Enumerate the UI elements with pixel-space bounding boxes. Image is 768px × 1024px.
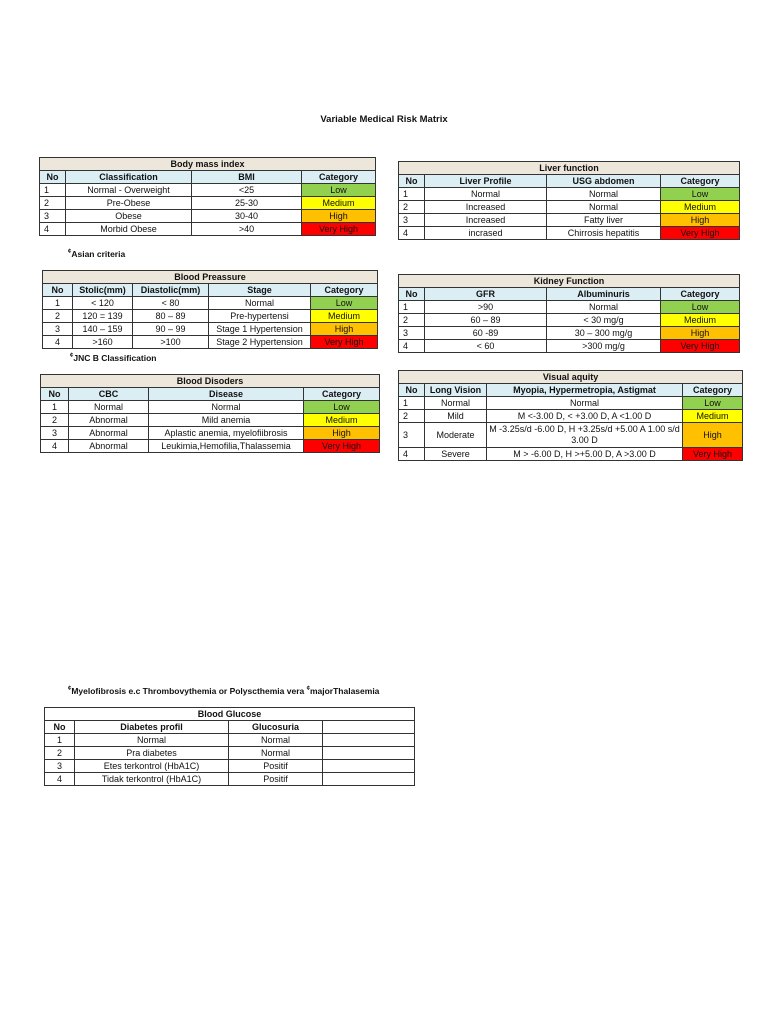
table-cell: Normal (425, 397, 487, 410)
table-cell: Abnormal (69, 414, 149, 427)
row-number-cell: 1 (399, 301, 425, 314)
row-number-cell: 4 (40, 223, 66, 236)
table-row (43, 336, 378, 349)
table-cell: < 80 (133, 297, 209, 310)
table-cell: Normal (209, 297, 311, 310)
table-cell: Positif (229, 760, 323, 773)
header-category: Category (302, 171, 376, 184)
footnote-mark: ¢ (68, 686, 72, 693)
header-no: No (45, 721, 75, 734)
table-cell: Abnormal (69, 427, 149, 440)
table-row (40, 223, 376, 236)
table-cell: Normal (547, 188, 661, 201)
header-category: Category (661, 175, 740, 188)
header-empty (323, 721, 415, 734)
row-number-cell: 4 (41, 440, 69, 453)
table-cell: 60 – 89 (425, 314, 547, 327)
row-number-cell: 4 (399, 340, 425, 353)
table-cell: 30 – 300 mg/g (547, 327, 661, 340)
table-row (40, 184, 376, 197)
note-text: JNC B Classification (73, 353, 157, 363)
blood-footnote (68, 686, 379, 696)
table-row (45, 760, 415, 773)
table-cell: Severe (425, 448, 487, 461)
table-cell (323, 734, 415, 747)
header-no: No (41, 388, 69, 401)
row-number-cell: 1 (399, 188, 425, 201)
footnote-mark: ¢ (306, 686, 310, 693)
row-number-cell: 2 (45, 747, 75, 760)
row-number-cell: 3 (399, 214, 425, 227)
table-cell: Mild anemia (149, 414, 304, 427)
category-cell: Very High (304, 440, 380, 453)
table-row (399, 397, 743, 410)
header-no: No (399, 384, 425, 397)
table-cell: Normal (425, 188, 547, 201)
table-cell: M -3.25s/d -6.00 D, H +3.25s/d +5.00 A 1.00 s/d 3.00 D (487, 423, 683, 448)
category-cell: High (661, 214, 740, 227)
category-cell: Very High (683, 448, 743, 461)
table-cell: 140 – 159 (73, 323, 133, 336)
table-cell: Normal (547, 201, 661, 214)
category-cell: Low (302, 184, 376, 197)
row-number-cell: 3 (41, 427, 69, 440)
header-no: No (43, 284, 73, 297)
header-diastolic: Diastolic(mm) (133, 284, 209, 297)
bp-title: Blood Preassure (43, 271, 378, 284)
blood-disorders-table (40, 374, 380, 453)
table-cell (323, 760, 415, 773)
table-cell: Positif (229, 773, 323, 786)
table-row (41, 401, 380, 414)
table-row (399, 410, 743, 423)
bmi-title: Body mass index (40, 158, 376, 171)
footnote-text: majorThalasemia (309, 686, 380, 696)
category-cell: Medium (311, 310, 378, 323)
kidney-title: Kidney Function (399, 275, 740, 288)
category-cell: Very High (661, 227, 740, 240)
table-cell: Normal (547, 301, 661, 314)
header-gfr: GFR (425, 288, 547, 301)
category-cell: Low (304, 401, 380, 414)
visual-acuity-table (398, 370, 743, 461)
table-row (45, 773, 415, 786)
category-cell: Very High (302, 223, 376, 236)
table-cell: 120 = 139 (73, 310, 133, 323)
category-cell: Medium (302, 197, 376, 210)
category-cell: Very High (661, 340, 740, 353)
table-cell: Obese (66, 210, 192, 223)
table-cell: Normal (229, 747, 323, 760)
header-refraction: Myopia, Hypermetropia, Astigmat (487, 384, 683, 397)
liver-title: Liver function (399, 162, 740, 175)
header-albuminuris: Albuminuris (547, 288, 661, 301)
header-disease: Disease (149, 388, 304, 401)
table-cell: Normal (75, 734, 229, 747)
table-cell: 30-40 (192, 210, 302, 223)
table-cell: Stage 1 Hypertension (209, 323, 311, 336)
header-category: Category (311, 284, 378, 297)
table-row (43, 297, 378, 310)
footnote-text: Myelofibrosis e.c Thrombovythemia or Polyscthemia vera (71, 686, 305, 696)
table-cell (323, 747, 415, 760)
table-cell: >100 (133, 336, 209, 349)
table-cell: >40 (192, 223, 302, 236)
row-number-cell: 4 (45, 773, 75, 786)
blood-title: Blood Disoders (41, 375, 380, 388)
category-cell: Low (661, 301, 740, 314)
kidney-table (398, 274, 740, 353)
table-row (41, 427, 380, 440)
table-row (45, 747, 415, 760)
table-cell: 60 -89 (425, 327, 547, 340)
blood-glucose-table (44, 707, 415, 786)
table-row (40, 210, 376, 223)
table-cell: Etes terkontrol (HbA1C) (75, 760, 229, 773)
header-long-vision: Long Vision (425, 384, 487, 397)
row-number-cell: 2 (399, 314, 425, 327)
category-cell: Medium (661, 201, 740, 214)
visual-title: Visual aquity (399, 371, 743, 384)
header-systolic: Stolic(mm) (73, 284, 133, 297)
row-number-cell: 3 (45, 760, 75, 773)
table-row (399, 423, 743, 448)
table-cell (323, 773, 415, 786)
category-cell: Medium (683, 410, 743, 423)
table-row (399, 201, 740, 214)
category-cell: High (302, 210, 376, 223)
blood-pressure-table (42, 270, 378, 349)
table-cell: Chirrosis hepatitis (547, 227, 661, 240)
table-cell: Increased (425, 214, 547, 227)
category-cell: High (311, 323, 378, 336)
table-cell: Normal (487, 397, 683, 410)
table-cell: Aplastic anemia, myelofiibrosis (149, 427, 304, 440)
row-number-cell: 1 (399, 397, 425, 410)
header-cbc: CBC (69, 388, 149, 401)
header-category: Category (304, 388, 380, 401)
category-cell: Low (661, 188, 740, 201)
table-row (399, 448, 743, 461)
table-cell: < 30 mg/g (547, 314, 661, 327)
table-cell: M <-3.00 D, < +3.00 D, A <1.00 D (487, 410, 683, 423)
row-number-cell: 1 (45, 734, 75, 747)
table-cell: incrased (425, 227, 547, 240)
category-cell: Low (311, 297, 378, 310)
table-row (399, 327, 740, 340)
row-number-cell: 1 (43, 297, 73, 310)
table-cell: Stage 2 Hypertension (209, 336, 311, 349)
row-number-cell: 4 (399, 448, 425, 461)
row-number-cell: 3 (40, 210, 66, 223)
header-stage: Stage (209, 284, 311, 297)
header-no: No (399, 175, 425, 188)
header-no: No (399, 288, 425, 301)
row-number-cell: 3 (43, 323, 73, 336)
table-cell: Tidak terkontrol (HbA1C) (75, 773, 229, 786)
table-row (399, 314, 740, 327)
bmi-table (39, 157, 376, 236)
row-number-cell: 2 (399, 410, 425, 423)
table-cell: >90 (425, 301, 547, 314)
note-text: Asian criteria (71, 249, 126, 259)
table-cell: Pra diabetes (75, 747, 229, 760)
row-number-cell: 2 (399, 201, 425, 214)
row-number-cell: 1 (40, 184, 66, 197)
header-usg-abdomen: USG abdomen (547, 175, 661, 188)
row-number-cell: 2 (43, 310, 73, 323)
header-no: No (40, 171, 66, 184)
table-cell: Leukimia,Hemofilia,Thalassemia (149, 440, 304, 453)
table-cell: >300 mg/g (547, 340, 661, 353)
liver-table (398, 161, 740, 240)
table-row (43, 323, 378, 336)
header-category: Category (683, 384, 743, 397)
table-cell: < 60 (425, 340, 547, 353)
table-row (41, 440, 380, 453)
table-row (399, 340, 740, 353)
table-cell: 80 – 89 (133, 310, 209, 323)
bmi-note (68, 249, 125, 259)
table-cell: < 120 (73, 297, 133, 310)
table-cell: >160 (73, 336, 133, 349)
category-cell: Medium (661, 314, 740, 327)
table-row (45, 734, 415, 747)
document-title: Variable Medical Risk Matrix (320, 114, 448, 125)
category-cell: Low (683, 397, 743, 410)
category-cell: High (304, 427, 380, 440)
table-row (399, 188, 740, 201)
table-cell: 90 – 99 (133, 323, 209, 336)
header-category: Category (661, 288, 740, 301)
table-cell: Increased (425, 201, 547, 214)
table-cell: Normal (229, 734, 323, 747)
category-cell: High (683, 423, 743, 448)
table-cell: Abnormal (69, 440, 149, 453)
header-glucosuria: Glucosuria (229, 721, 323, 734)
category-cell: Very High (311, 336, 378, 349)
note-mark: ¢ (68, 249, 72, 256)
header-diabetes-profil: Diabetes profil (75, 721, 229, 734)
row-number-cell: 2 (40, 197, 66, 210)
note-mark: ¢ (70, 353, 74, 360)
table-cell: Fatty liver (547, 214, 661, 227)
table-cell: Mild (425, 410, 487, 423)
table-cell: 25-30 (192, 197, 302, 210)
table-cell: <25 (192, 184, 302, 197)
table-cell: Pre-Obese (66, 197, 192, 210)
table-cell: Pre-hypertensi (209, 310, 311, 323)
table-cell: M > -6.00 D, H >+5.00 D, A >3.00 D (487, 448, 683, 461)
bp-note (70, 353, 156, 363)
category-cell: High (661, 327, 740, 340)
glucose-title: Blood Glucose (45, 708, 415, 721)
table-cell: Normal (149, 401, 304, 414)
header-classification: Classification (66, 171, 192, 184)
table-row (399, 301, 740, 314)
header-liver-profile: Liver Profile (425, 175, 547, 188)
table-row (399, 227, 740, 240)
table-cell: Normal - Overweight (66, 184, 192, 197)
category-cell: Medium (304, 414, 380, 427)
row-number-cell: 1 (41, 401, 69, 414)
row-number-cell: 4 (399, 227, 425, 240)
table-row (399, 214, 740, 227)
table-row (41, 414, 380, 427)
table-cell: Morbid Obese (66, 223, 192, 236)
row-number-cell: 2 (41, 414, 69, 427)
table-row (40, 197, 376, 210)
row-number-cell: 3 (399, 423, 425, 448)
row-number-cell: 3 (399, 327, 425, 340)
row-number-cell: 4 (43, 336, 73, 349)
header-bmi: BMI (192, 171, 302, 184)
table-row (43, 310, 378, 323)
table-cell: Moderate (425, 423, 487, 448)
table-cell: Normal (69, 401, 149, 414)
